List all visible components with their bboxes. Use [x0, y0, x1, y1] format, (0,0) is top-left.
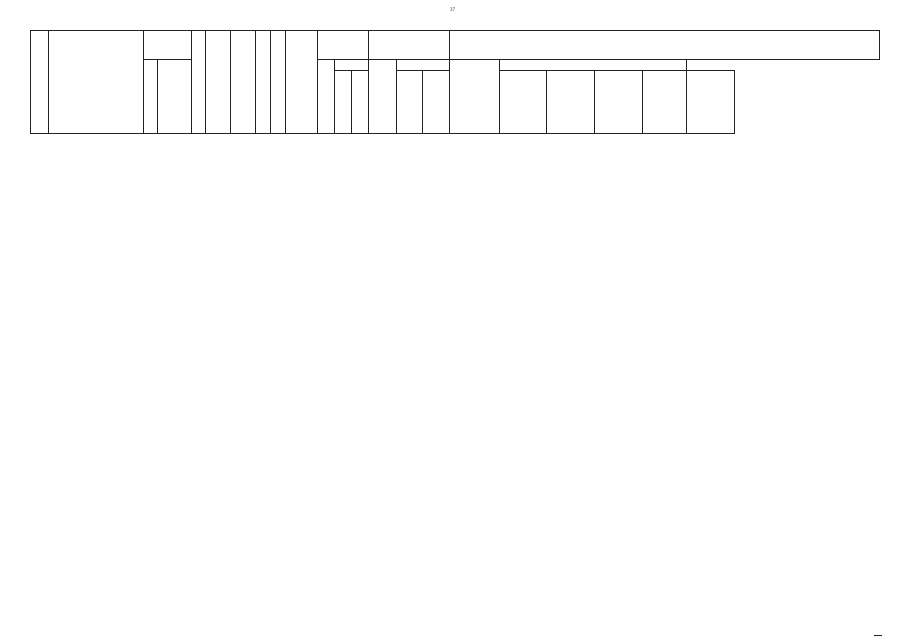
- header-row-top: [31, 31, 880, 60]
- housing-register-table: [30, 30, 880, 134]
- trailing-line: [874, 632, 882, 636]
- header-row-sub: [31, 60, 880, 71]
- page-number: 37: [450, 8, 455, 13]
